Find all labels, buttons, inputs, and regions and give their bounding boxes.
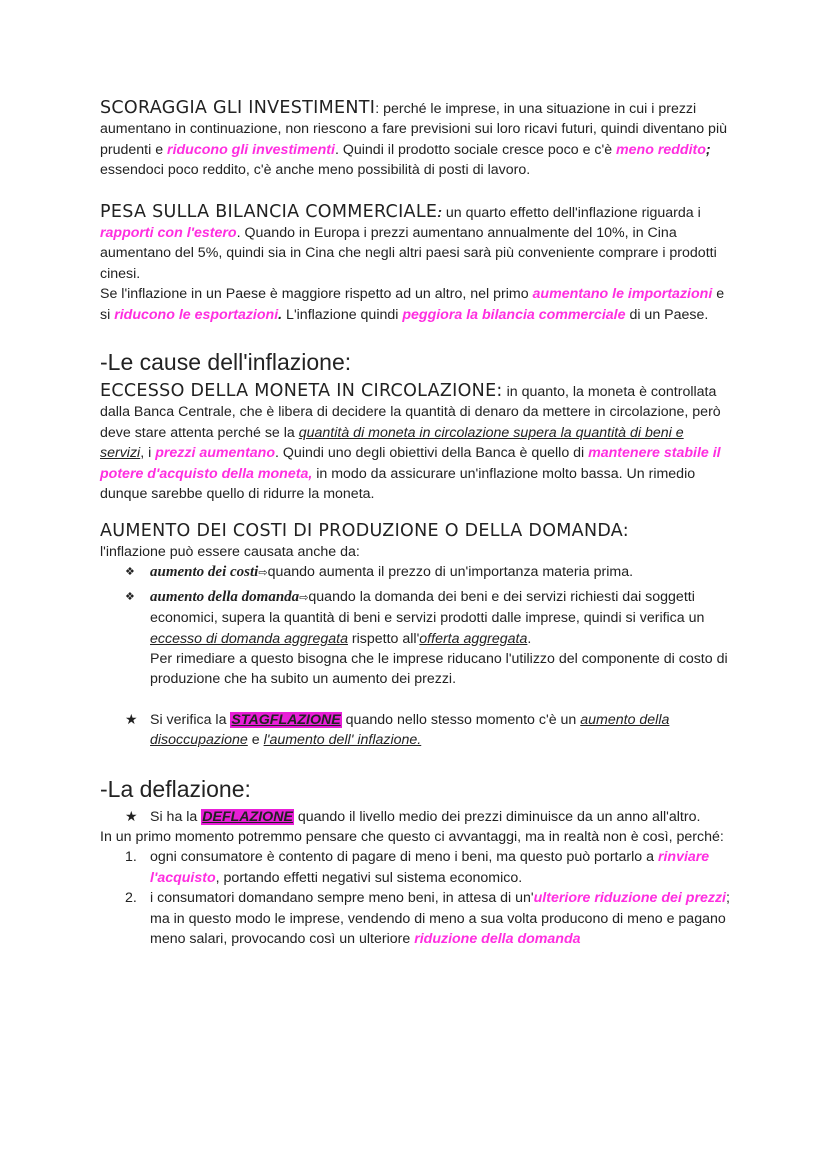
star-bullet-icon: ★ bbox=[125, 711, 138, 728]
document-page bbox=[100, 98, 730, 949]
highlight-badge: STAGFLAZIONE bbox=[231, 711, 341, 728]
list-item: 1. ogni consumatore è contento di pagare di meno i beni, ma questo può portarlo a rinviare l'acquisto, portando effetti negativi sul sistema economico. bbox=[125, 849, 710, 886]
list-item: ❖ aumento dei costi⇨quando aumenta il prezzo di un'importanza materia prima. bbox=[100, 562, 730, 583]
list-item: 2. i consumatori domandano sempre meno beni, in attesa di un'ulteriore riduzione dei prezzi; ma in questo modo le imprese, vendendo di meno a sua volta producono di meno e pagano meno salari, provocando così un ulteriore riduzione della domanda bbox=[125, 890, 730, 947]
paragraph: In un primo momento potremmo pensare che questo ci avvantaggi, ma in realtà non è così, perché: bbox=[100, 828, 724, 845]
list-item: ❖ aumento della domanda⇨quando la domanda dei beni e dei servizi richiesti dai soggetti economici, supera la quantità di beni e servizi prodotti dalle imprese, quindi si verifica un eccesso di domanda aggregata rispetto all'offerta aggregata. Per rimediare a questo bisogna che le imprese riducano l'utilizzo del componente di costo di produzione che ha subito un aumento dei prezzi. bbox=[125, 588, 728, 688]
arrow-icon: ⇨ bbox=[299, 590, 309, 604]
section-title: SCORAGGIA GLI INVESTIMENTI bbox=[100, 98, 376, 118]
section-title: PESA SULLA BILANCIA COMMERCIALE bbox=[100, 201, 438, 222]
stagflazione-list bbox=[100, 710, 730, 751]
star-bullet-icon: ★ bbox=[125, 808, 138, 825]
section-aumento-costi: AUMENTO DEI COSTI DI PRODUZIONE O DELLA DOMANDA: l'inflazione può essere causata anche da: bbox=[100, 520, 629, 560]
diamond-bullet-icon: ❖ bbox=[125, 589, 135, 603]
deflazione-list bbox=[100, 807, 730, 827]
numbered-list bbox=[100, 847, 730, 949]
section-eccesso-moneta: ECCESSO DELLA MONETA IN CIRCOLAZIONE: in quanto, la moneta è controllata dalla Banca Centrale, che è libera di decidere la quantità di denaro da mettere in circolazione, però deve stare attenta perché se la quantità di moneta in circolazione supera la quantità di beni e servizi, i prezzi aumentano. Quindi uno degli obiettivi della Banca è quello di mantenere stabile il potere d'acquisto della moneta, in modo da assicurare un'inflazione molto bassa. Un rimedio dunque sarebbe quello di ridurre la moneta. bbox=[100, 381, 721, 503]
heading-cause: -Le cause dell'inflazione: bbox=[100, 349, 352, 376]
cause-list bbox=[100, 562, 730, 689]
section-scoraggia: SCORAGGIA GLI INVESTIMENTI: perché le imprese, in una situazione in cui i prezzi aumentano in continuazione, non riescono a fare previsioni sui loro ricavi futuri, quindi diventano più prudenti e riducono gli investimenti. Quindi il prodotto sociale cresce poco e c'è meno reddito; essendoci poco reddito, c'è anche meno possibilità di posti di lavoro. bbox=[100, 98, 727, 179]
section-bilancia: PESA SULLA BILANCIA COMMERCIALE: un quarto effetto dell'inflazione riguarda i rapporti con l'estero. Quando in Europa i prezzi aumentano annualmente del 10%, in Cina aumentano del 5%, quindi sia in Cina che negli altri paesi sarà più conveniente comprare i prodotti cinesi. Se l'inflazione in un Paese è maggiore rispetto ad un altro, nel primo aumentano le importazioni e si riducono le esportazioni. L'inflazione quindi peggiora la bilancia commerciale di un Paese. bbox=[100, 201, 725, 323]
diamond-bullet-icon: ❖ bbox=[125, 565, 135, 579]
list-item: ★ Si verifica la STAGFLAZIONE quando nello stesso momento c'è un aumento della disoccupazione e l'aumento dell' inflazione. bbox=[125, 711, 670, 749]
section-title: ECCESSO DELLA MONETA IN CIRCOLAZIONE: bbox=[100, 381, 503, 402]
list-item: ★ Si ha la DEFLAZIONE quando il livello medio dei prezzi diminuisce da un anno all'altro. bbox=[100, 807, 730, 827]
section-title: AUMENTO DEI COSTI DI PRODUZIONE O DELLA DOMANDA: bbox=[100, 520, 629, 541]
arrow-icon: ⇨ bbox=[258, 566, 268, 580]
heading-deflazione: -La deflazione: bbox=[100, 775, 251, 802]
highlight-badge: DEFLAZIONE bbox=[202, 808, 293, 825]
